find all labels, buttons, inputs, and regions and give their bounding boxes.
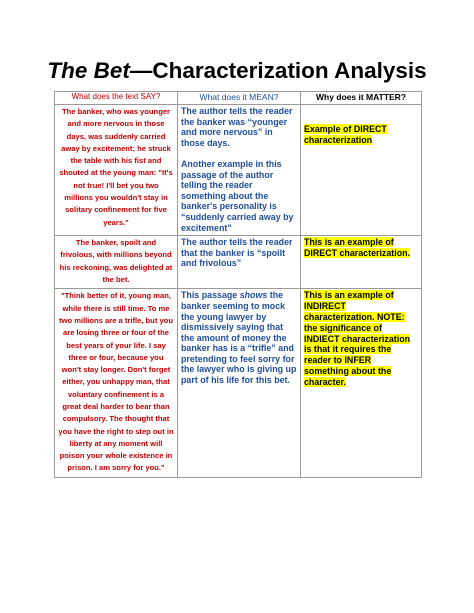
header-mean: What does it MEAN?: [178, 92, 301, 105]
mean-text-part: the banker seeming to mock the young lawyer by dismissively saying that the amount of money the banker has is a “trifle” and pretending to feel sorry for the lawyer who is giving up part of his life for this bet.: [181, 290, 297, 386]
mean-cell: [178, 105, 301, 236]
title-italic: The Bet: [47, 58, 130, 83]
mean-text: [181, 290, 297, 385]
table-row: [55, 105, 422, 236]
matter-cell: [301, 105, 422, 236]
header-say: What does the text SAY?: [55, 92, 178, 105]
say-cell: [55, 105, 178, 236]
mean-text: The author tells the reader that the banker is “spoilt and frivolous”: [181, 237, 293, 269]
mean-text: The author tells the reader the banker was “younger and more nervous” in those days.: [181, 106, 293, 148]
matter-cell: [301, 236, 422, 289]
page-title: [0, 56, 474, 86]
header-row: [55, 92, 422, 105]
say-text: The banker, spoilt and frivolous, with millions beyond his reckoning, was delighted at the bet.: [59, 238, 173, 285]
characterization-table: [54, 91, 422, 478]
say-text: "Think better of it, young man, while there is still time. To me two millions are a trifle, but you are losing three or four of the best years of your life. I say three or four, because you won't stay longer. Don't forget either, you unhappy man, that voluntary confinement is a great deal harder to bear than compulsory. The thought that you have the right to step out in liberty at any moment will poison your whole existence in prison. I am sorry for you.": [58, 291, 174, 473]
matter-text: Example of DIRECT characterization: [304, 124, 387, 145]
mean-text-part: This passage: [181, 290, 240, 301]
header-matter: Why does it MATTER?: [301, 92, 422, 105]
mean-cell: [178, 289, 301, 477]
mean-text: Another example in this passage of the author telling the reader something about the banker's personality is “suddenly carried away by excitement”: [181, 158, 294, 233]
table-row: [55, 236, 422, 289]
matter-text: This is an example of DIRECT characterization.: [304, 237, 411, 258]
mean-cell: [178, 236, 301, 289]
say-cell: [55, 236, 178, 289]
mean-text-emphasis: shows: [239, 290, 268, 301]
table-row: [55, 289, 422, 477]
matter-cell: [301, 289, 422, 477]
say-cell: [55, 289, 178, 477]
say-text: The banker, who was younger and more nervous in those days, was suddenly carried away by excitement; he struck the table with his fist and shouted at the young man: "It's not true! I'll bet you two millions you wouldn't stay in solitary confinement for five years.": [59, 107, 173, 227]
title-rest: —Characterization Analysis: [129, 58, 427, 83]
matter-text: This is an example of INDIRECT characterization. NOTE: the significance of INDIECT characterization is that it requires the reader to INFER something about the character.: [304, 290, 411, 387]
